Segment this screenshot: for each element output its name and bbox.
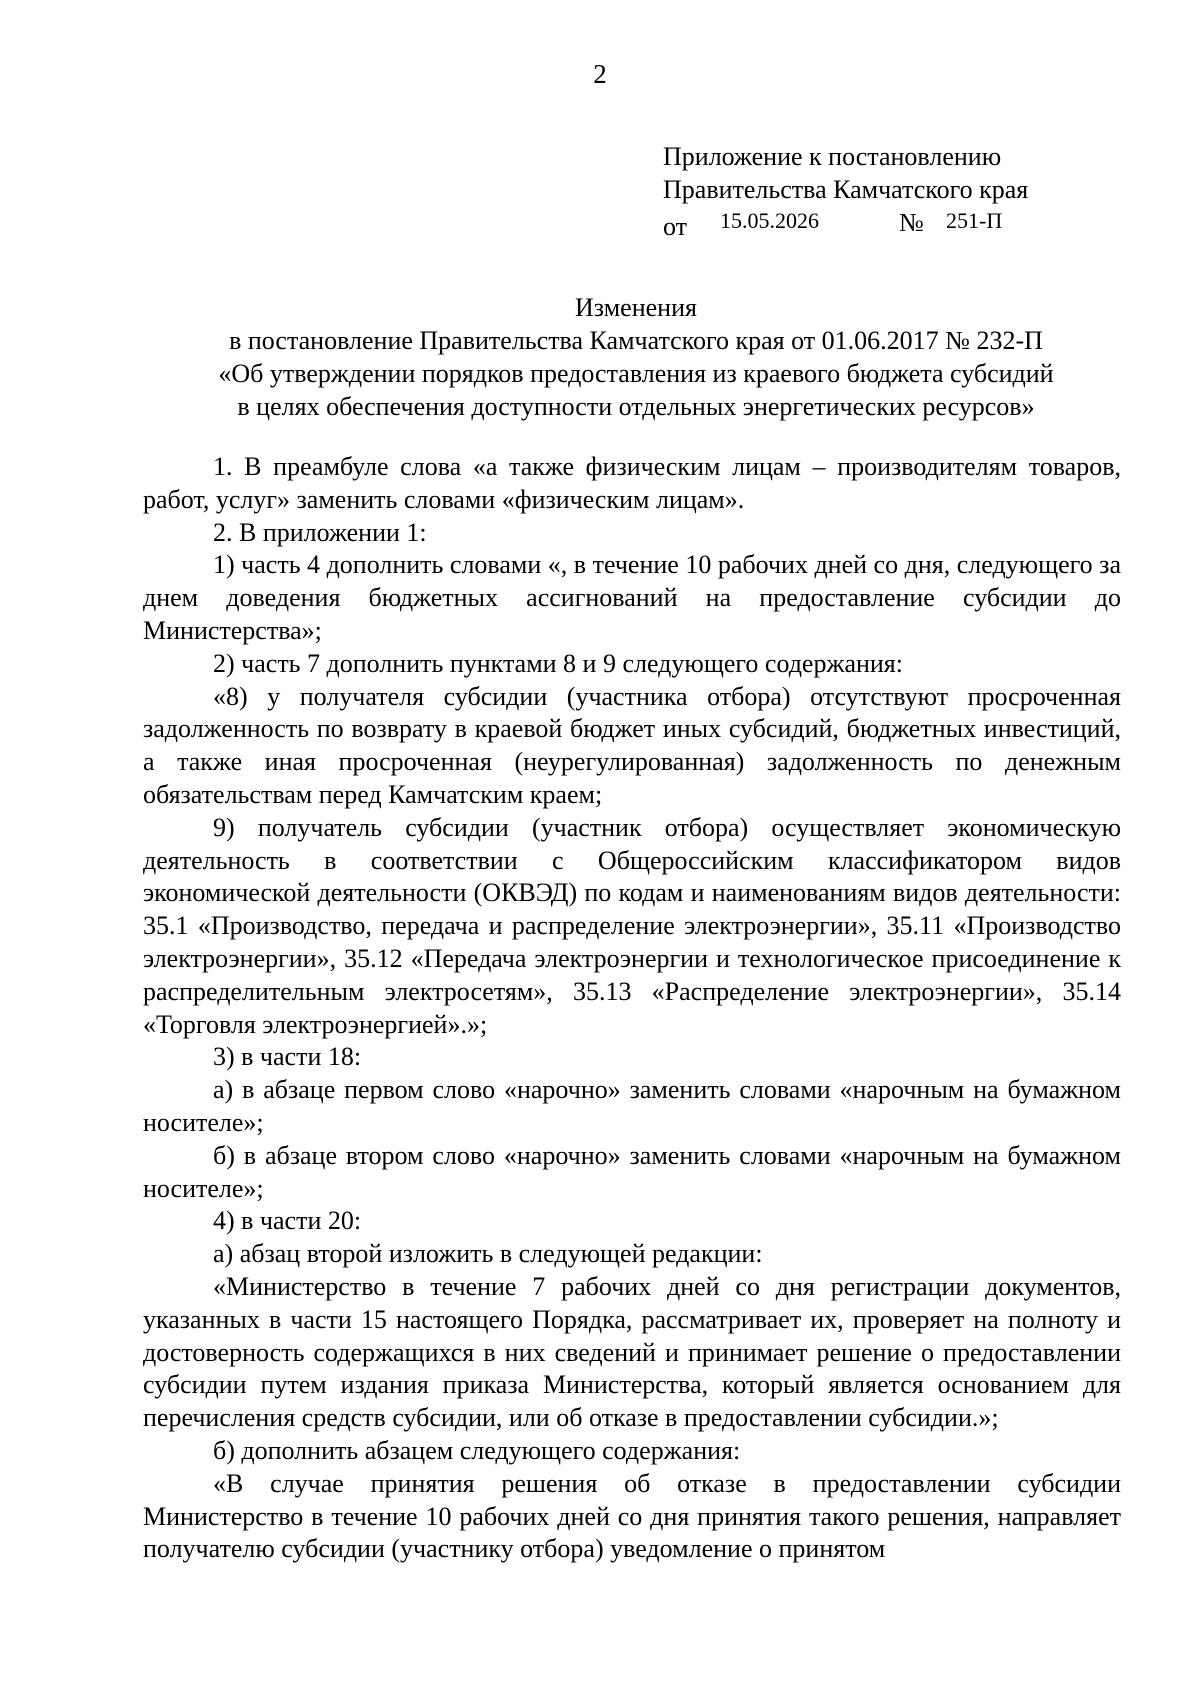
from-label: от bbox=[663, 212, 688, 241]
appendix-date-row bbox=[663, 206, 1028, 239]
appendix-header bbox=[663, 140, 1028, 239]
document-title bbox=[120, 291, 1152, 423]
paragraph: «8) у получателя субсидии (участника отбора) отсутствуют просроченная задолженность по возврату в краевой бюджет иных субсидий, бюджетных инвестиций, а также иная просроченная (неурегулированная) задолженность по денежным обязательствам перед Камчатским краем; bbox=[143, 681, 1121, 809]
title-line-4: в целях обеспечения доступности отдельных энергетических ресурсов» bbox=[237, 392, 1035, 421]
number-sign: № bbox=[899, 208, 924, 237]
paragraph: а) в абзаце первом слово «нарочно» заменить словами «нарочным на бумажном носителе»; bbox=[143, 1075, 1121, 1137]
title-line-3: «Об утверждении порядков предоставления из краевого бюджета субсидий bbox=[218, 359, 1054, 388]
paragraph: 2) часть 7 дополнить пунктами 8 и 9 следующего содержания: bbox=[213, 648, 903, 678]
paragraph: 1. В преамбуле слова «а также физическим лицам – производителям товаров, работ, услуг» заменить словами «физическим лицам». bbox=[143, 452, 1121, 514]
paragraph: 9) получатель субсидии (участник отбора) осуществляет экономическую деятельность в соответствии с Общероссийским классификатором видов экономической деятельности (ОКВЭД) по кодам и наименованиям видов деятельности: 35.1 «Производство, передача и распределение электроэнергии», 35.11 «Производство электроэнергии», 35.12 «Передача электроэнергии и технологическое присоединение к распределительным электросетям», 35.13 «Распределение электроэнергии», 35.14 «Торговля электроэнергией».»; bbox=[143, 812, 1121, 1039]
resolution-date: 15.05.2026 bbox=[720, 208, 819, 233]
paragraph: 1) часть 4 дополнить словами «, в течение 10 рабочих дней со дня, следующего за днем доведения бюджетных ассигнований на предоставление субсидии до Министерства»; bbox=[143, 550, 1121, 645]
appendix-line-2: Правительства Камчатского края bbox=[663, 175, 1029, 204]
document-body bbox=[143, 451, 1121, 1566]
paragraph: «В случае принятия решения об отказе в предоставлении субсидии Министерство в течение 10 рабочих дней со дня принятия такого решения, направляет получателю субсидии (участнику отбора) уведомление о принятом bbox=[143, 1468, 1121, 1564]
paragraph: 3) в части 18: bbox=[213, 1042, 362, 1072]
paragraph: 2. В приложении 1: bbox=[213, 517, 427, 547]
paragraph: «Министерство в течение 7 рабочих дней со дня регистрации документов, указанных в части 15 настоящего Порядка, рассматривает их, проверяет на полноту и достоверность содержащихся в них сведений и принимает решение о предоставлении субсидии путем издания приказа Министерства, который является основанием для перечисления средств субсидии, или об отказе в предоставлении субсидии.»; bbox=[143, 1271, 1121, 1433]
resolution-number: 251-П bbox=[946, 208, 1003, 233]
title-line-1: Изменения bbox=[575, 293, 697, 322]
paragraph: б) в абзаце втором слово «нарочно» заменить словами «нарочным на бумажном носителе»; bbox=[143, 1140, 1121, 1203]
paragraph: б) дополнить абзацем следующего содержания: bbox=[213, 1435, 741, 1465]
paragraph: а) абзац второй изложить в следующей редакции: bbox=[213, 1239, 763, 1269]
paragraph: 4) в части 20: bbox=[213, 1206, 362, 1236]
appendix-line-1: Приложение к постановлению bbox=[663, 142, 1002, 171]
page-number: 2 bbox=[593, 59, 607, 89]
title-line-2: в постановление Правительства Камчатского края от 01.06.2017 № 232-П bbox=[229, 326, 1043, 355]
